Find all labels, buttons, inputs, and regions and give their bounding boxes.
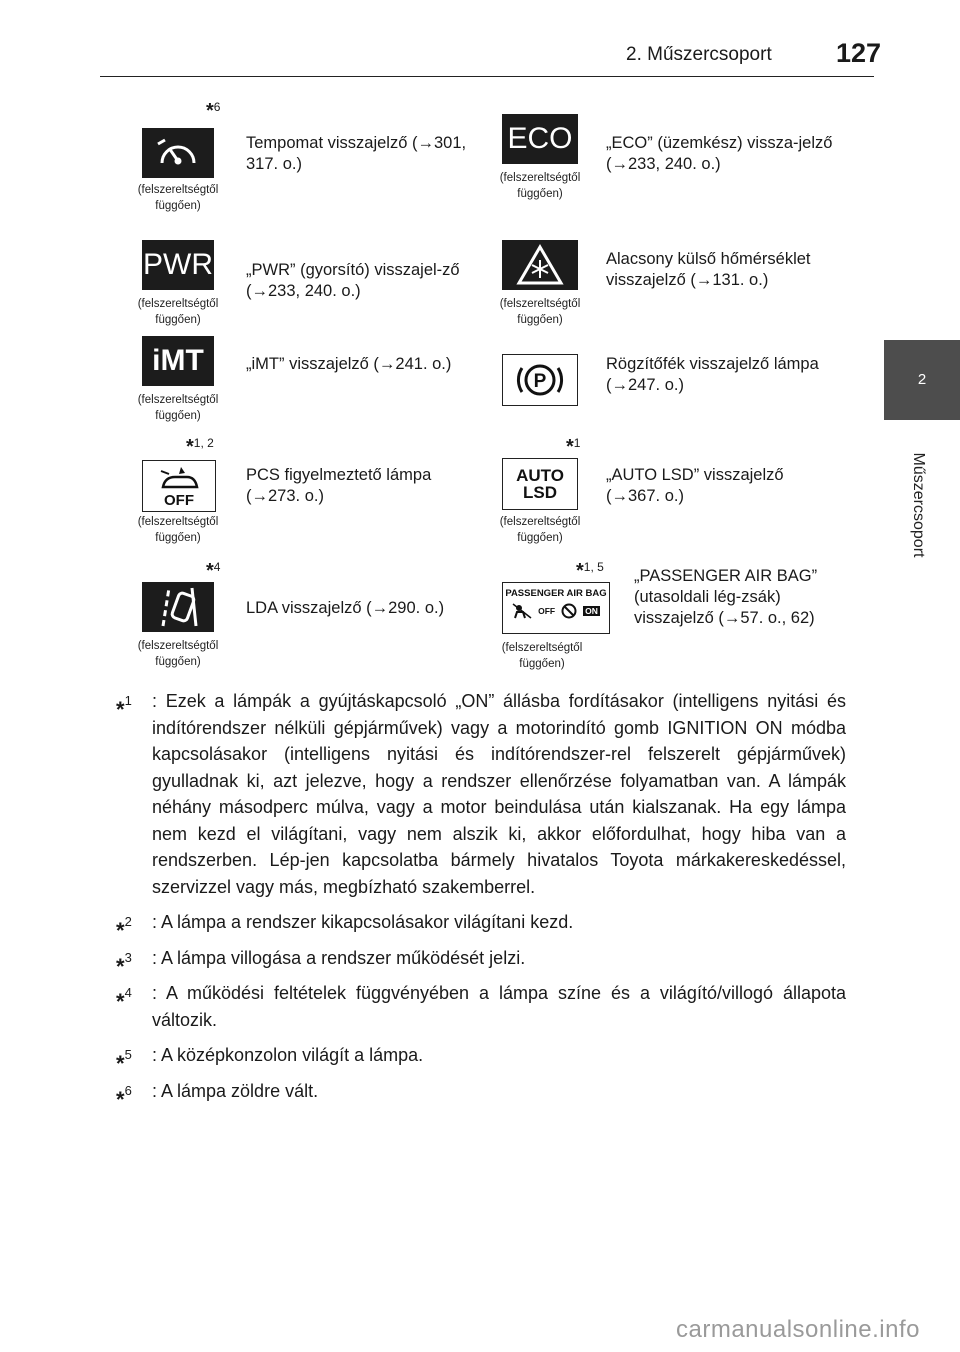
footnote-item: *$^5$ : A középkonzolon világít a lámpa. — [116, 1045, 424, 1076]
lda-icon — [142, 582, 214, 632]
indicator-description: Rögzítőfék visszajelző lámpa (→247. o.) — [606, 355, 819, 394]
pwr-icon-label: PWR — [143, 248, 213, 281]
airbag-on-label: ON — [585, 606, 598, 616]
indicator-description: „ECO” (üzemkész) vissza-jelző (→233, 240. o.) — [606, 134, 833, 173]
header-section-title: 2. Műszercsoport — [626, 44, 772, 65]
pwr-icon — [142, 240, 214, 290]
availability-caption: (felszereltségtől függően) — [137, 516, 219, 544]
footnote-item: *$^1$ : Ezek a lámpák a gyújtáskapcsoló „ON” állásba fordításakor (intelligens nyitási és indítórendszer nélküli gépjárművek) vagy a motorindító gomb IGNITION ON módba kapcsolásakor (intelligens nyitási és indítórendszer-rel felszerelt gépjárművek) gyulladnak ki, azt jelezve, hogy a rendszer ellenőrzése folyamatban van. A lámpák néhány másodperc múlva, vagy a motor beindulása után kialszanak. Ha egy lámpa nem kezd el világítani, vagy nem alszik ki, akkor előfordulhat, hogy hiba van a rendszerben. Lép-jen kapcsolatba bármely hivatalos Toyota márkakereskedéssel, szervizzel vagy más, megbízható szakemberrel. — [116, 691, 846, 897]
auto-lsd-label: AUTO LSD — [516, 466, 564, 502]
availability-caption: (felszereltségtől függően) — [137, 640, 219, 668]
auto-lsd-icon — [502, 458, 578, 510]
passenger-airbag-label: PASSENGER AIR BAG — [505, 588, 607, 599]
footnote-item: *$^2$ : A lámpa a rendszer kikapcsolásakor világítani kezd. — [116, 912, 574, 943]
indicator-description: Alacsony külső hőmérséklet visszajelző (→131. o.) — [606, 250, 811, 289]
pcs-icon — [142, 460, 216, 512]
airbag-off-label: OFF — [538, 606, 556, 616]
low-temperature-icon — [502, 240, 578, 290]
indicator-description: „iMT” visszajelző (→241. o.) — [246, 355, 452, 373]
parking-brake-icon — [502, 354, 578, 406]
footnote-marker: *1 — [566, 436, 581, 458]
availability-caption: (felszereltségtől függően) — [137, 298, 219, 326]
footnote-marker: *6 — [206, 100, 221, 122]
availability-caption: (felszereltségtől függően) — [499, 516, 581, 544]
watermark: carmanualsonline.info — [676, 1316, 920, 1343]
availability-caption: (felszereltségtől függően) — [499, 298, 581, 326]
pcs-off-label: OFF — [164, 491, 194, 509]
imt-icon — [142, 336, 214, 386]
footnotes — [116, 688, 846, 1113]
passenger-airbag-icon — [502, 582, 610, 634]
chapter-label-container — [876, 430, 960, 580]
chapter-tab[interactable]: 2 — [884, 340, 960, 420]
indicator-description: „AUTO LSD” visszajelző (→367. o.) — [606, 466, 784, 505]
indicator-description: „PASSENGER AIR BAG” (utasoldali lég-zsák) visszajelző (→57. o., 62) — [634, 567, 818, 627]
eco-icon-label: ECO — [507, 122, 573, 155]
footnote-marker: *1, 5 — [576, 560, 604, 582]
indicator-description: PCS figyelmeztető lámpa (→273. o.) — [246, 466, 432, 505]
page-number: 127 — [836, 38, 882, 68]
indicator-description: LDA visszajelző (→290. o.) — [246, 599, 445, 617]
indicator-description: Tempomat visszajelző (→301, 317. o.) — [246, 134, 467, 173]
indicator-description: „PWR” (gyorsító) visszajel-ző (→233, 240. o.) — [246, 261, 460, 300]
footnote-marker: *4 — [206, 560, 221, 582]
airbag-status-row — [512, 603, 600, 619]
availability-caption: (felszereltségtől függően) — [137, 394, 219, 422]
eco-icon — [502, 114, 578, 164]
availability-caption: (felszereltségtől függően) — [499, 172, 581, 200]
footnote-item: *$^3$ : A lámpa villogása a rendszer működését jelzi. — [116, 947, 526, 979]
availability-caption: (felszereltségtől függően) — [137, 184, 219, 212]
header-rule — [100, 76, 874, 77]
imt-icon-label: iMT — [152, 344, 204, 377]
footnote-item: *$^6$ : A lámpa zöldre vált. — [116, 1080, 319, 1112]
cruise-control-icon — [142, 128, 214, 178]
footnote-marker: *1, 2 — [186, 436, 214, 458]
chapter-label: Műszercsoport — [910, 452, 927, 558]
availability-caption: (felszereltségtől függően) — [501, 642, 583, 670]
parking-brake-letter: P — [533, 371, 547, 392]
footnote-item: *$^4$ : A működési feltételek függvényében a lámpa színe és a világító/villogó állapota változik. — [116, 983, 846, 1030]
